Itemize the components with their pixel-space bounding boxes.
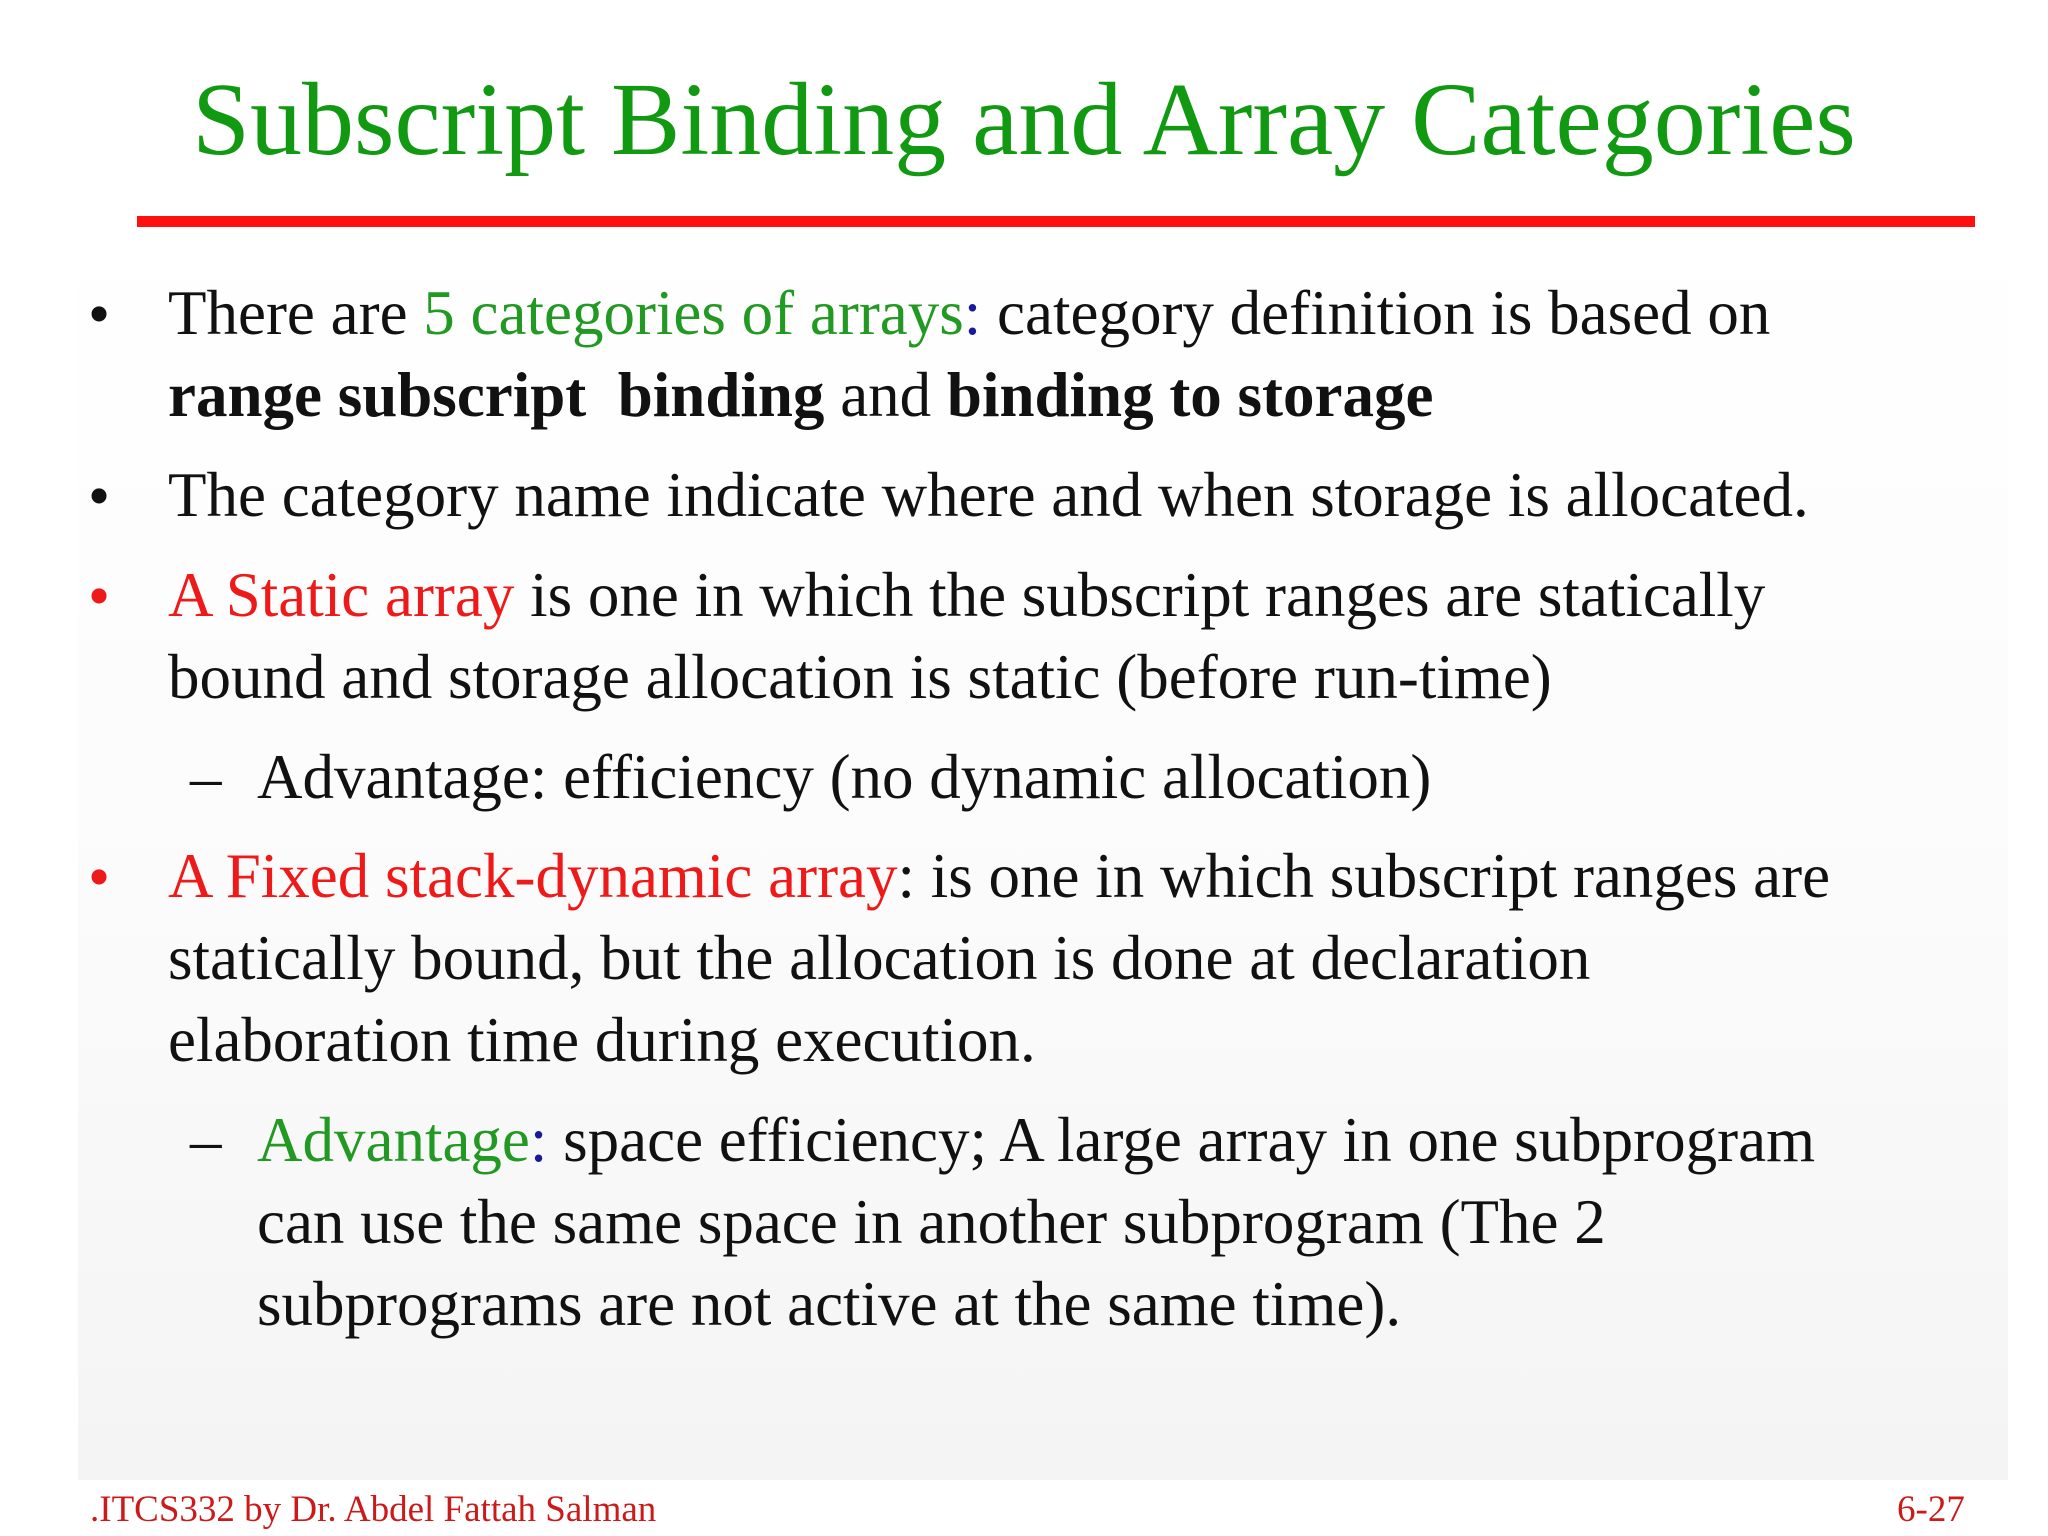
text: is one in which the subscript ranges are statically <box>514 560 1766 630</box>
text: There are <box>168 278 424 348</box>
bold-range-subscript-binding: range subscript binding <box>168 360 825 430</box>
slide-title: Subscript Binding and Array Categories <box>192 62 1856 177</box>
dash-icon: – <box>190 1105 222 1175</box>
bullet-1-line-1 <box>168 278 1771 348</box>
colon: : <box>963 278 982 348</box>
bullet-icon: • <box>88 561 111 631</box>
colon: : <box>529 1105 548 1175</box>
bullet-4-line-2: statically bound, but the allocation is done at declaration <box>168 923 1591 993</box>
bullet-icon: • <box>88 279 111 349</box>
text: category definition is based on <box>981 278 1771 348</box>
bullet-1-line-2 <box>168 360 1434 430</box>
bullet-2-line-1: The category name indicate where and when storage is allocated. <box>168 460 1809 530</box>
bullet-icon: • <box>88 461 111 531</box>
footer-slide-number: 6-27 <box>1897 1489 1965 1530</box>
bullet-3-line-2: bound and storage allocation is static (before run-time) <box>168 642 1552 712</box>
highlight-static-array: A Static array <box>168 560 515 630</box>
bullet-4-sub-line-2: can use the same space in another subprogram (The 2 <box>257 1187 1606 1257</box>
bullet-4-sub-line-3: subprograms are not active at the same time). <box>257 1269 1402 1339</box>
bold-binding-to-storage: binding to storage <box>946 360 1434 430</box>
text: : is one in which subscript ranges are <box>897 841 1831 911</box>
highlight-advantage: Advantage <box>257 1105 530 1175</box>
bullet-3-sub-1: Advantage: efficiency (no dynamic allocation) <box>257 742 1432 812</box>
bullet-4-line-3: elaboration time during execution. <box>168 1005 1036 1075</box>
dash-icon: – <box>190 742 222 812</box>
text: and <box>824 360 947 430</box>
bullet-4-sub-line-1 <box>257 1105 1816 1175</box>
highlight-fixed-stack-dynamic-array: A Fixed stack-dynamic array <box>168 841 898 911</box>
footer-course-author: .ITCS332 by Dr. Abdel Fattah Salman <box>90 1489 657 1530</box>
text: space efficiency; A large array in one subprogram <box>547 1105 1816 1175</box>
bullet-3-line-1 <box>168 560 1766 630</box>
bullet-icon: • <box>88 842 111 912</box>
bullet-4-line-1 <box>168 841 1831 911</box>
highlight-categories: 5 categories of arrays <box>423 278 964 348</box>
